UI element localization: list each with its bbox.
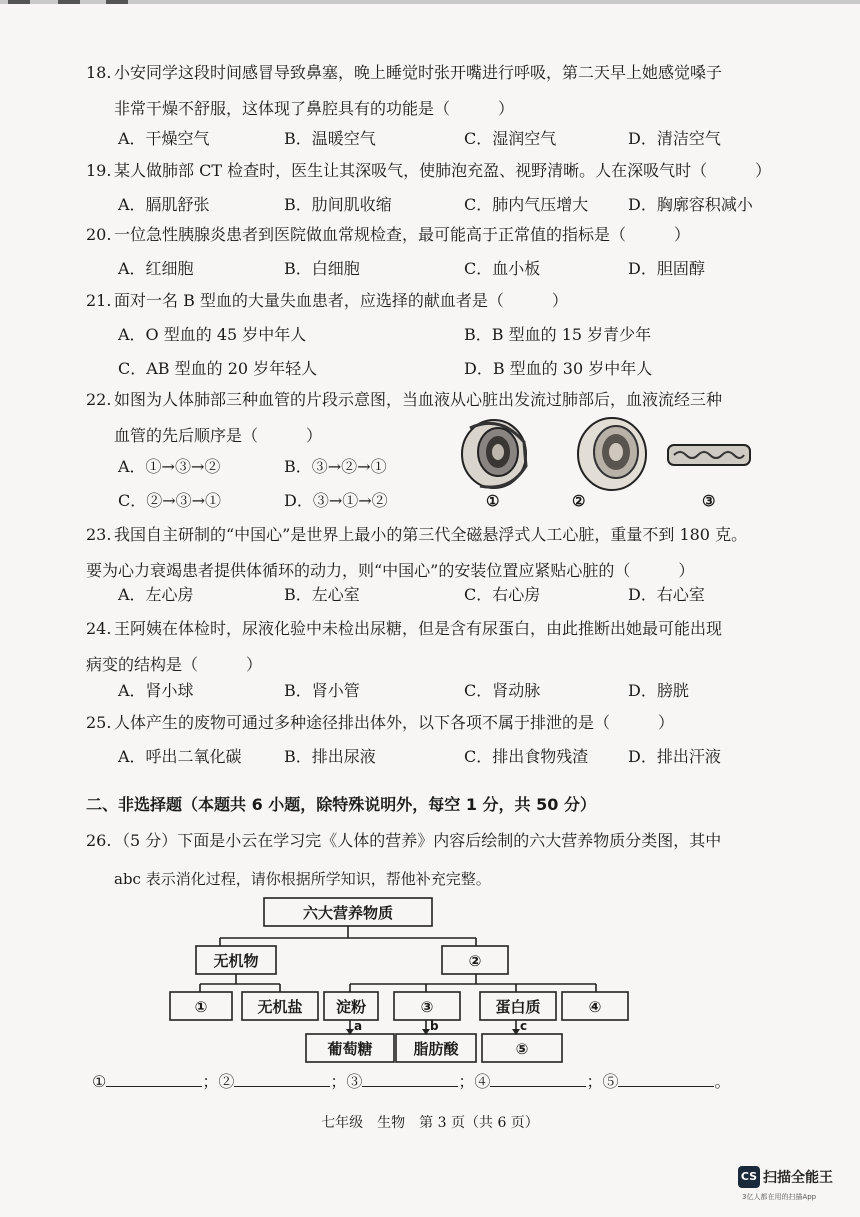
scan-mark [106, 0, 128, 4]
question-line [86, 385, 776, 415]
question-text: 某人做肺部 CT 检查时，医生让其深吸气，使肺泡充盈、视野清晰。人在深吸气时（ ） [114, 161, 772, 180]
diagram-fattyacid-label: 脂肪酸 [413, 1040, 459, 1058]
scan-top-edge [0, 0, 860, 4]
question-line [86, 826, 776, 856]
question-text: 要为心力衰竭患者提供体循环的动力，则“中国心”的安装位置应紧贴心脏的（ ） [86, 561, 695, 580]
answer-mark-3: ③ [346, 1072, 363, 1091]
question-line [86, 220, 776, 250]
question-21 [86, 286, 776, 316]
option-a[interactable]: A．红细胞 [118, 259, 194, 278]
option-a[interactable]: A．左心房 [118, 585, 194, 604]
option-b[interactable]: B．白细胞 [284, 259, 360, 278]
separator: ； [330, 1072, 347, 1091]
option-d[interactable]: D．③→①→② [284, 491, 388, 510]
question-number: 25. [86, 713, 112, 732]
diagram-blank-2: ② [468, 952, 482, 970]
option-b[interactable]: B．③→②→① [284, 457, 387, 476]
option-d[interactable]: D．胆固醇 [628, 259, 705, 278]
option-c[interactable]: C．排出食物残渣 [464, 747, 589, 766]
question-19 [86, 156, 776, 186]
option-d[interactable]: D．右心室 [628, 585, 705, 604]
question-text: 面对一名 B 型血的大量失血患者，应选择的献血者是（ ） [114, 291, 568, 310]
question-line [86, 286, 776, 316]
question-line [86, 58, 776, 88]
option-b[interactable]: B．肋间肌收缩 [284, 195, 392, 214]
diagram-glucose-label: 葡萄糖 [327, 1040, 373, 1058]
answer-mark-2: ② [218, 1072, 235, 1091]
question-number: 21. [86, 291, 112, 310]
separator: ； [202, 1072, 219, 1091]
question-number: 20. [86, 225, 112, 244]
question-text: （5 分）下面是小云在学习完《人体的营养》内容后绘制的六大营养物质分类图，其中 [114, 831, 722, 850]
option-c[interactable]: C．肺内气压增大 [464, 195, 589, 214]
option-a[interactable]: A．干燥空气 [118, 129, 210, 148]
blood-vessel-figure [440, 412, 760, 492]
answer-mark-4: ④ [474, 1072, 491, 1091]
question-text: 我国自主研制的“中国心”是世界上最小的第三代全磁悬浮式人工心脏，重量不到 180 克。 [114, 525, 748, 544]
question-18 [86, 58, 776, 124]
option-c[interactable]: C．血小板 [464, 259, 541, 278]
diagram-root-label: 六大营养物质 [302, 904, 394, 922]
answer-blank-3[interactable] [362, 1068, 458, 1087]
diagram-blank-3: ③ [420, 998, 434, 1016]
question-26 [86, 826, 776, 894]
question-text: 血管的先后顺序是（ ） [114, 426, 323, 445]
question-text: 一位急性胰腺炎患者到医院做血常规检查，最可能高于正常值的指标是（ ） [114, 225, 691, 244]
question-number: 22. [86, 390, 112, 409]
separator: ； [458, 1072, 475, 1091]
answer-blank-2[interactable] [234, 1068, 330, 1087]
question-20 [86, 220, 776, 250]
option-c[interactable]: C．右心房 [464, 585, 541, 604]
vessel-vein-image [578, 418, 646, 490]
vessel-label-2: ② [572, 492, 586, 510]
arrow-label-a: a [354, 1019, 363, 1033]
option-b[interactable]: B．肾小管 [284, 681, 360, 700]
brand-name: 扫描全能王 [763, 1170, 833, 1186]
arrow-label-b: b [430, 1019, 439, 1033]
answer-mark-5: ⑤ [602, 1072, 619, 1091]
question-number: 19. [86, 161, 112, 180]
vessel-label-3: ③ [702, 492, 716, 510]
option-d[interactable]: D．B 型血的 30 岁中年人 [464, 359, 653, 378]
question-text: abc 表示消化过程，请你根据所学知识，帮他补充完整。 [114, 870, 491, 888]
option-d[interactable]: D．胸廓容积减小 [628, 195, 753, 214]
option-c[interactable]: C．AB 型血的 20 岁年轻人 [118, 359, 318, 378]
answer-row [92, 1068, 730, 1092]
option-d[interactable]: D．膀胱 [628, 681, 689, 700]
question-text: 王阿姨在体检时，尿液化验中未检出尿糖，但是含有尿蛋白，由此推断出她最可能出现 [114, 619, 723, 638]
question-number: 26. [86, 831, 112, 850]
diagram-protein-label: 蛋白质 [495, 998, 541, 1016]
question-line [86, 156, 776, 186]
option-a[interactable]: A．膈肌舒张 [118, 195, 210, 214]
scan-mark [8, 0, 30, 4]
question-text: 小安同学这段时间感冒导致鼻塞，晚上睡觉时张开嘴进行呼吸，第二天早上她感觉嗓子 [114, 63, 723, 82]
option-c[interactable]: C．②→③→① [118, 491, 222, 510]
question-number: 23. [86, 525, 112, 544]
page-footer: 七年级 生物 第 3 页（共 6 页） [321, 1115, 539, 1131]
section-heading: 二、非选择题（本题共 6 小题，除特殊说明外，每空 1 分，共 50 分） [86, 795, 596, 814]
question-23 [86, 520, 776, 586]
answer-blank-1[interactable] [106, 1068, 202, 1087]
option-a[interactable]: A．呼出二氧化碳 [118, 747, 242, 766]
diagram-blank-5: ⑤ [515, 1040, 529, 1058]
question-line [86, 520, 776, 550]
question-line [86, 708, 776, 738]
answer-blank-4[interactable] [490, 1068, 586, 1087]
question-24 [86, 614, 776, 680]
option-b[interactable]: B．排出尿液 [284, 747, 376, 766]
option-c[interactable]: C．湿润空气 [464, 129, 557, 148]
question-line [86, 614, 776, 644]
question-number: 24. [86, 619, 112, 638]
question-25 [86, 708, 776, 738]
nutrient-diagram [160, 890, 660, 1070]
answer-mark-1: ① [92, 1072, 107, 1091]
vessel-label-1: ① [486, 492, 500, 510]
period: 。 [714, 1072, 731, 1091]
diagram-inorganic-label: 无机物 [213, 952, 259, 970]
option-c[interactable]: C．肾动脉 [464, 681, 541, 700]
option-b[interactable]: B．B 型血的 15 岁青少年 [464, 325, 652, 344]
question-text: 如图为人体肺部三种血管的片段示意图，当血液从心脏出发流过肺部后，血液流经三种 [114, 390, 723, 409]
diagram-salt-label: 无机盐 [257, 998, 303, 1016]
diagram-starch-label: 淀粉 [335, 998, 367, 1016]
separator: ； [586, 1072, 603, 1091]
diagram-blank-4: ④ [588, 998, 602, 1016]
question-text: 病变的结构是（ ） [86, 655, 263, 674]
question-text: 非常干燥不舒服，这体现了鼻腔具有的功能是（ ） [114, 99, 515, 118]
option-a[interactable]: A．①→③→② [118, 457, 221, 476]
option-d[interactable]: D．清洁空气 [628, 129, 721, 148]
diagram-blank-1: ① [194, 998, 208, 1016]
option-b[interactable]: B．左心室 [284, 585, 360, 604]
option-d[interactable]: D．排出汗液 [628, 747, 721, 766]
vessel-artery-image [462, 420, 526, 488]
option-a[interactable]: A．肾小球 [118, 681, 194, 700]
answer-blank-5[interactable] [618, 1068, 714, 1087]
option-a[interactable]: A．O 型血的 45 岁中年人 [118, 325, 307, 344]
brand-slogan: 3亿人都在用的扫描App [742, 1193, 817, 1201]
scan-mark [58, 0, 80, 4]
option-b[interactable]: B．温暖空气 [284, 129, 376, 148]
camscanner-logo-icon: CS [738, 1166, 760, 1188]
vessel-capillary-image [668, 445, 750, 465]
question-number: 18. [86, 63, 112, 82]
question-text: 人体产生的废物可通过多种途径排出体外，以下各项不属于排泄的是（ ） [114, 713, 675, 732]
arrow-label-c: c [520, 1019, 528, 1033]
scanner-watermark [738, 1166, 833, 1201]
